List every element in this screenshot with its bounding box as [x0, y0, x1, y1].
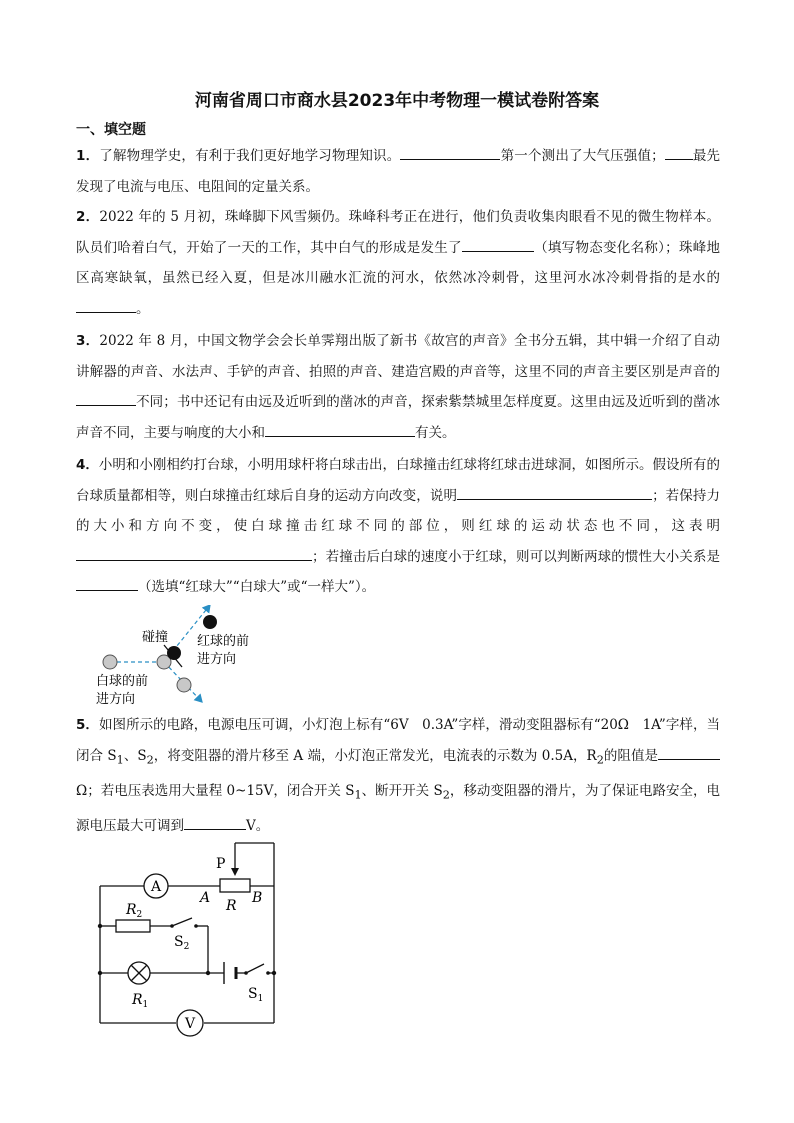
question-number: 5． — [76, 717, 99, 733]
question-text: Ω；若电压表选用大量程 0~15V，闭合开关 S — [76, 782, 355, 799]
question-text: 、S — [123, 747, 147, 764]
subscript: 1 — [354, 788, 362, 802]
question-3 — [76, 326, 720, 448]
question-5 — [76, 710, 720, 841]
question-text: （选填“红球大”“白球大”或“一样大”）。 — [138, 579, 376, 595]
red-ball — [167, 646, 181, 660]
label-collide: 碰撞 — [142, 630, 169, 645]
label-white-direction: 进方向 — [96, 692, 136, 707]
switch-s2-label: $S_2$ — [174, 934, 190, 952]
slider-arrow-icon — [231, 868, 239, 876]
resistor-r2-label: $R_2$ — [126, 902, 143, 920]
label-white-direction: 白球的前 — [96, 674, 149, 689]
question-2 — [76, 202, 720, 324]
question-text: ；若撞击后白球的速度小于红球，则可以判断两球的惯性大小关系是 — [312, 548, 720, 565]
question-text: 2022 年 8 月，中国文物学会会长单霁翔出版了新书《故宫的声音》全书分五辑，其中辑一介绍了自动讲解器的声音、水法声、手铲的声音、拍照的声音、建造宫殿的声音等，这里不同的声音主要区别是声音的 — [76, 333, 720, 380]
subscript: 2 — [146, 753, 154, 767]
voltmeter-label: V — [184, 1016, 196, 1032]
rheostat-icon — [220, 879, 250, 892]
subscript: 2 — [596, 753, 604, 767]
question-text: 第一个测出了大气压强值； — [500, 148, 665, 164]
question-text: 。 — [136, 300, 150, 317]
question-text: 有关。 — [415, 424, 456, 441]
answer-blank[interactable] — [184, 815, 246, 830]
question-text: 、断开开关 S — [361, 782, 443, 799]
rheostat-label-r: R — [226, 898, 237, 914]
question-4 — [76, 450, 720, 603]
section-heading: 一、填空题 — [76, 122, 146, 138]
white-ball — [177, 678, 191, 692]
answer-blank[interactable] — [76, 576, 138, 591]
circuit-diagram — [88, 838, 288, 1038]
question-text: 了解物理学史，有利于我们更好地学习物理知识。 — [99, 148, 401, 164]
question-text: 最先发现了电流与电压、电阻间的定量关系。 — [76, 148, 721, 195]
answer-blank[interactable] — [658, 745, 720, 760]
answer-blank[interactable] — [76, 546, 312, 561]
answer-blank[interactable] — [265, 422, 415, 437]
answer-blank[interactable] — [76, 298, 136, 313]
resistor-r2-icon — [116, 920, 150, 932]
page-title: 河南省周口市商水县2023年中考物理一模试卷附答案 — [194, 91, 600, 111]
question-number: 1． — [76, 148, 100, 164]
answer-blank[interactable] — [76, 391, 136, 406]
question-text: （填写物态变化名称）；珠峰地区高寒缺氧，虽然已经入夏，但是冰川融水汇流的河水，依然冰冷刺骨，这里河水冰冷刺骨指的是水的 — [76, 239, 721, 286]
red-ball — [203, 615, 217, 629]
answer-blank[interactable] — [457, 485, 652, 500]
label-red-direction: 进方向 — [197, 652, 237, 667]
end-label-a: A — [200, 890, 211, 906]
label-red-direction: 红球的前 — [197, 634, 250, 649]
question-text: 如图所示的电路，电源电压可调，小灯泡上标有“6V 0.3A”字样，滑动变阻器标有“20Ω 1A”字样，当闭合 S — [76, 717, 720, 764]
question-text: 不同；书中还记有由远及近听到的凿冰的声音，探索紫禁城里怎样度夏。这里由远及近听到的凿冰声音不同，主要与响度的大小和 — [76, 394, 720, 441]
slider-label-p: P — [216, 856, 226, 872]
question-text: V。 — [246, 817, 270, 834]
question-text: ，将变阻器的滑片移至 A 端，小灯泡正常发光，电流表的示数为 0.5A，R — [153, 747, 597, 764]
question-text: 的阻值是 — [603, 747, 658, 764]
subscript: 2 — [442, 788, 450, 802]
ammeter-label: A — [150, 879, 162, 895]
lamp-r1-label: $R_1$ — [132, 992, 149, 1010]
white-ball — [103, 655, 117, 669]
subscript: 1 — [116, 753, 124, 767]
question-number: 2． — [76, 209, 100, 225]
question-text: ；若保持力的大小和方向不变，使白球撞击红球不同的部位，则红球的运动状态也不同，这表明 — [76, 487, 720, 534]
question-number: 4． — [76, 457, 99, 473]
answer-blank[interactable] — [400, 145, 500, 160]
switch-s1-label: $S_1$ — [248, 986, 264, 1004]
answer-blank[interactable] — [462, 237, 534, 252]
billiard-figure — [92, 605, 272, 715]
question-text: 2022 年的 5 月初，珠峰脚下风雪频仍。珠峰科考正在进行，他们负责收集肉眼看不见的微生物样本。队员们哈着白气，开始了一天的工作，其中白气的形成是发生了 — [76, 209, 720, 256]
question-text: ，移动变阻器的滑片，为了保证电路安全，电源电压最大可调到 — [76, 782, 721, 834]
question-text: 小明和小刚相约打台球，小明用球杆将白球击出，白球撞击红球将红球击进球洞，如图所示。假设所有的台球质量都相等，则白球撞击红球后自身的运动方向改变，说明 — [76, 457, 720, 504]
answer-blank[interactable] — [665, 145, 693, 160]
question-1 — [76, 141, 720, 202]
end-label-b: B — [252, 890, 263, 906]
question-number: 3． — [76, 333, 100, 349]
